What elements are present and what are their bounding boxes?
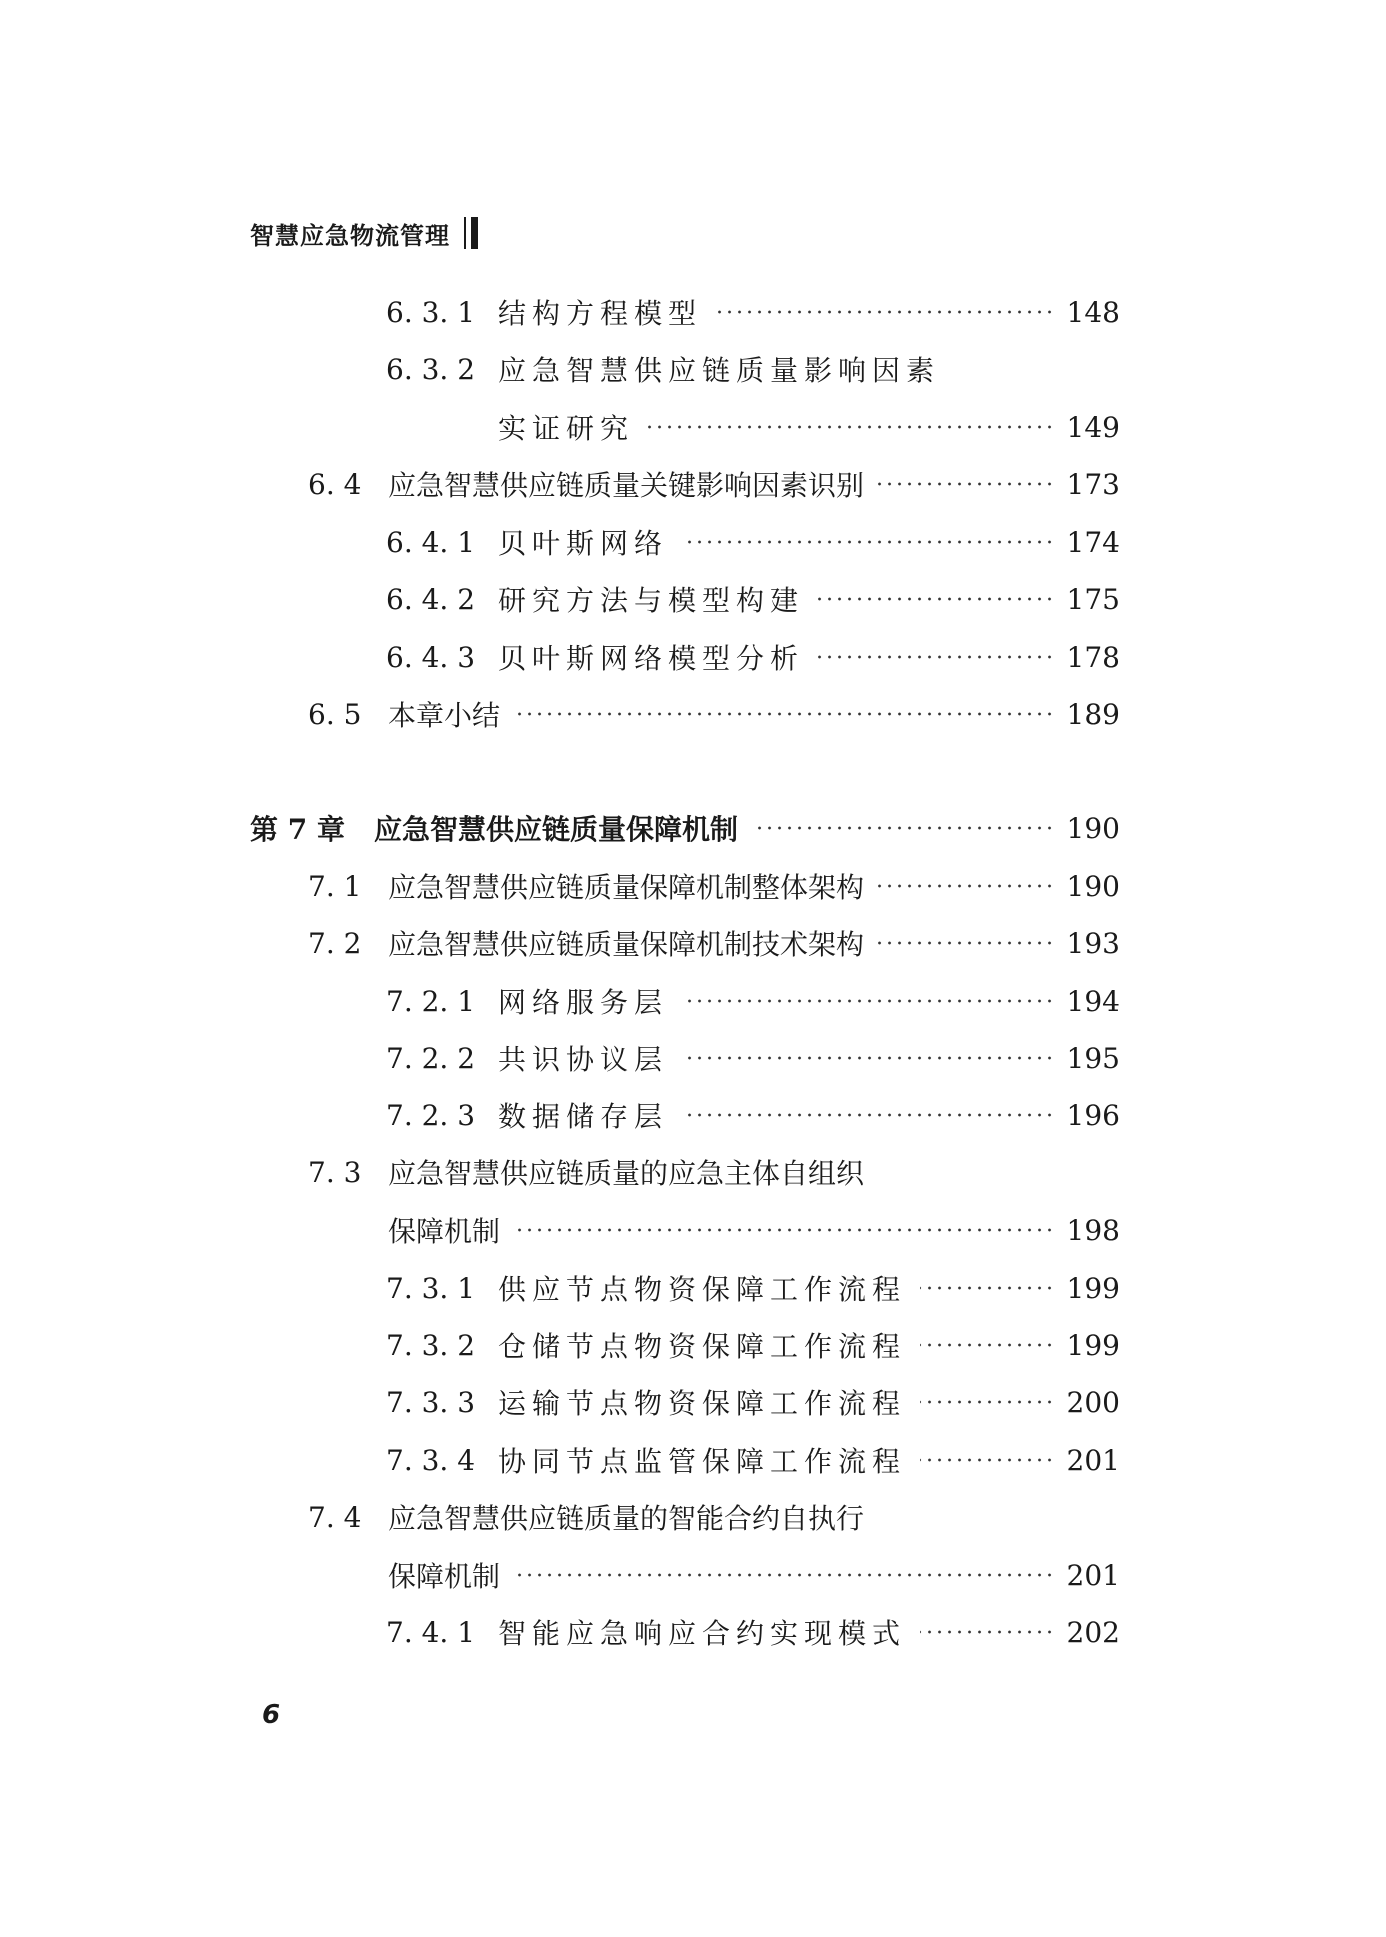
page-ref: 174 — [1066, 525, 1120, 559]
dot-leader — [682, 1056, 1055, 1060]
chapter-title: 应急智慧供应链质量保障机制 — [374, 813, 739, 846]
section-title: 贝叶斯网络 — [498, 527, 669, 560]
section-number: 7. 3. 1 — [386, 1271, 476, 1305]
toc-entry[interactable] — [386, 1266, 1120, 1310]
section-title: 仓储节点物资保障工作流程 — [498, 1330, 907, 1363]
page-ref: 178 — [1066, 640, 1120, 674]
header-thick-rule — [471, 217, 478, 249]
running-header — [250, 213, 478, 253]
toc-entry[interactable] — [308, 1495, 864, 1539]
dot-leader — [920, 1458, 1055, 1462]
section-title: 网络服务层 — [498, 986, 669, 1019]
section-number: 7. 3. 2 — [386, 1328, 476, 1362]
section-number: 6. 4. 3 — [386, 640, 476, 674]
section-number: 7. 2 — [308, 926, 362, 960]
page-ref: 189 — [1066, 697, 1120, 731]
section-title: 协同节点监管保障工作流程 — [498, 1445, 907, 1478]
page-ref: 190 — [1066, 869, 1120, 903]
book-title: 智慧应急物流管理 — [250, 221, 450, 250]
page-ref: 199 — [1066, 1328, 1120, 1362]
dot-leader — [920, 1400, 1055, 1404]
section-number: 6. 3. 2 — [386, 352, 476, 386]
section-title: 运输节点物资保障工作流程 — [498, 1387, 907, 1420]
dot-leader — [648, 425, 1055, 429]
page-ref: 196 — [1066, 1098, 1120, 1132]
page-ref: 201 — [1066, 1558, 1120, 1592]
section-number: 7. 2. 1 — [386, 984, 476, 1018]
toc-entry[interactable] — [386, 1323, 1120, 1367]
toc-entry[interactable] — [386, 290, 1120, 334]
page-ref: 198 — [1066, 1213, 1120, 1247]
section-title: 应急智慧供应链质量的智能合约自执行 — [388, 1502, 865, 1535]
dot-leader — [682, 999, 1055, 1003]
section-title: 贝叶斯网络模型分析 — [498, 642, 805, 675]
page-ref: 199 — [1066, 1271, 1120, 1305]
toc-entry-continuation[interactable] — [498, 405, 1120, 449]
toc-entry[interactable] — [386, 635, 1120, 679]
page-ref: 193 — [1066, 926, 1120, 960]
toc-entry[interactable] — [308, 692, 1120, 736]
page-ref: 148 — [1066, 295, 1120, 329]
toc-entry[interactable] — [386, 577, 1120, 621]
section-title: 应急智慧供应链质量的应急主体自组织 — [388, 1157, 865, 1190]
toc-entry[interactable] — [386, 1438, 1120, 1482]
section-number: 7. 1 — [308, 869, 362, 903]
dot-leader — [878, 941, 1055, 945]
section-number: 7. 2. 3 — [386, 1098, 476, 1132]
page-ref: 190 — [1066, 811, 1120, 845]
header-thin-rule — [464, 217, 466, 249]
dot-leader — [682, 1113, 1055, 1117]
section-number: 7. 4. 1 — [386, 1615, 476, 1649]
dot-leader — [878, 884, 1055, 888]
section-number: 6. 4. 2 — [386, 582, 476, 616]
dot-leader — [818, 655, 1055, 659]
dot-leader — [514, 712, 1055, 716]
section-title: 供应节点物资保障工作流程 — [498, 1273, 907, 1306]
page-ref: 149 — [1066, 410, 1120, 444]
section-title: 共识协议层 — [498, 1043, 669, 1076]
toc-entry[interactable] — [386, 1036, 1120, 1080]
dot-leader — [878, 482, 1055, 486]
dot-leader — [752, 826, 1055, 830]
section-title: 应急智慧供应链质量影响因素 — [498, 354, 941, 387]
dot-leader — [514, 1573, 1055, 1577]
section-number: 7. 4 — [308, 1500, 362, 1534]
section-title: 保障机制 — [388, 1560, 501, 1593]
dot-leader — [818, 597, 1055, 601]
section-number: 6. 4. 1 — [386, 525, 476, 559]
toc-entry[interactable] — [308, 864, 1120, 908]
toc-entry[interactable] — [308, 462, 1120, 506]
page-ref: 201 — [1066, 1443, 1120, 1477]
toc-entry[interactable] — [386, 520, 1120, 564]
page-ref: 194 — [1066, 984, 1120, 1018]
dot-leader — [920, 1286, 1055, 1290]
section-title: 保障机制 — [388, 1215, 501, 1248]
toc-entry[interactable] — [386, 1380, 1120, 1424]
section-title: 研究方法与模型构建 — [498, 584, 805, 617]
section-number: 7. 3. 4 — [386, 1443, 476, 1477]
page-ref: 200 — [1066, 1385, 1120, 1419]
page-number: 6 — [262, 1700, 281, 1730]
section-title: 应急智慧供应链质量关键影响因素识别 — [388, 469, 865, 502]
section-title: 结构方程模型 — [498, 297, 703, 330]
toc-entry-continuation[interactable] — [388, 1208, 1120, 1252]
section-title: 智能应急响应合约实现模式 — [498, 1617, 907, 1650]
section-number: 6. 3. 1 — [386, 295, 476, 329]
toc-entry[interactable] — [308, 921, 1120, 965]
dot-leader — [920, 1630, 1055, 1634]
page-ref: 175 — [1066, 582, 1120, 616]
section-title: 实证研究 — [498, 412, 635, 445]
section-title: 本章小结 — [388, 699, 501, 732]
section-title: 应急智慧供应链质量保障机制技术架构 — [388, 928, 865, 961]
section-number: 7. 3 — [308, 1155, 362, 1189]
toc-entry[interactable] — [386, 347, 940, 391]
toc-entry[interactable] — [386, 1093, 1120, 1137]
page-ref: 202 — [1066, 1615, 1120, 1649]
page-ref: 173 — [1066, 467, 1120, 501]
toc-entry[interactable] — [386, 1610, 1120, 1654]
section-number: 7. 3. 3 — [386, 1385, 476, 1419]
section-number: 6. 5 — [308, 697, 362, 731]
dot-leader — [682, 540, 1055, 544]
page-ref: 195 — [1066, 1041, 1120, 1075]
toc-entry[interactable] — [386, 979, 1120, 1023]
toc-chapter-entry[interactable] — [250, 806, 1120, 850]
section-title: 数据储存层 — [498, 1100, 669, 1133]
dot-leader — [514, 1228, 1055, 1232]
section-title: 应急智慧供应链质量保障机制整体架构 — [388, 871, 865, 904]
section-number: 6. 4 — [308, 467, 362, 501]
dot-leader — [920, 1343, 1055, 1347]
toc-entry[interactable] — [308, 1150, 864, 1194]
chapter-number: 第 7 章 — [250, 813, 345, 846]
toc-entry-continuation[interactable] — [388, 1553, 1120, 1597]
dot-leader — [716, 310, 1055, 314]
section-number: 7. 2. 2 — [386, 1041, 476, 1075]
